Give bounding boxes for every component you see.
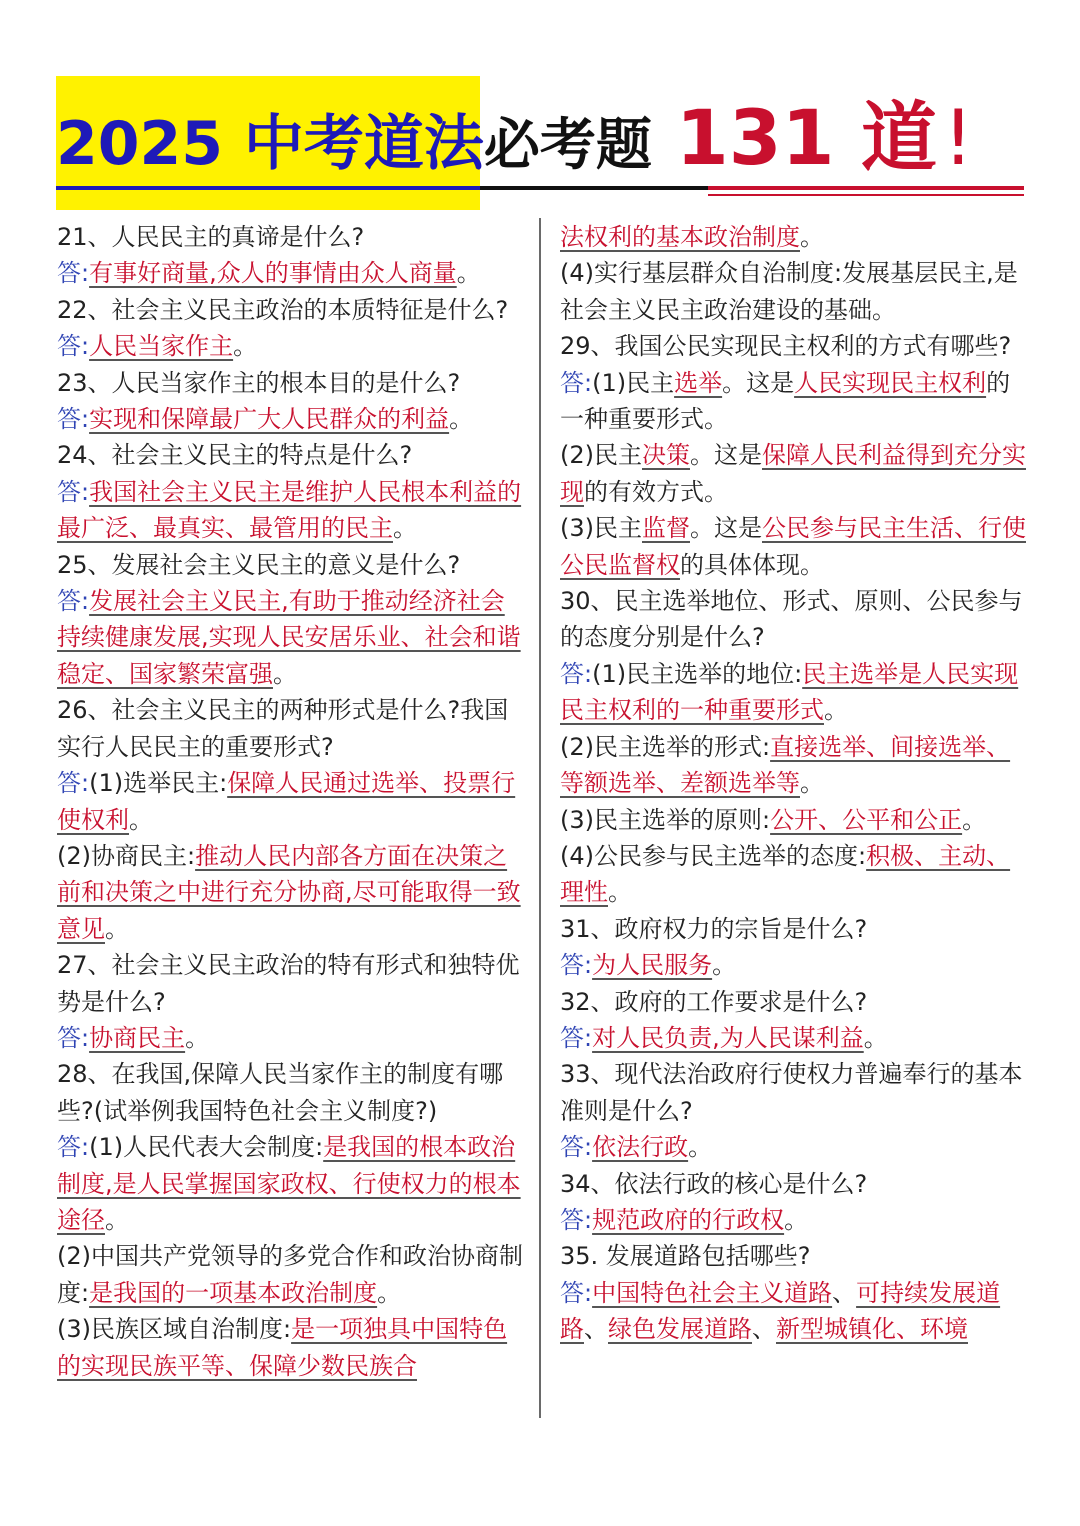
body-text: (3)民族区域自治制度: [57, 1315, 292, 1344]
answer-label: 答: [560, 659, 593, 688]
qa-paragraph [57, 474, 527, 547]
body-text: 26、社会主义民主的两种形式是什么?我国实行人民民主的重要形式? [57, 696, 509, 761]
column-divider [539, 218, 541, 1418]
qa-paragraph [560, 328, 1030, 364]
left-column [57, 219, 527, 1384]
body-text: 。 [712, 951, 737, 980]
qa-paragraph [57, 365, 527, 401]
body-text: 。这是 [690, 514, 762, 543]
title-must-test: 必考题 [483, 113, 652, 178]
body-text: 。 [456, 259, 481, 288]
body-text: 。 [273, 659, 297, 688]
qa-paragraph [57, 255, 527, 291]
body-text: 。这是 [722, 368, 795, 397]
body-text: 25、发展社会主义民主的意义是什么? [57, 550, 461, 579]
body-text: 35. 发展道路包括哪些? [560, 1242, 811, 1271]
answer-key-text: 监督 [642, 514, 690, 543]
qa-paragraph [560, 583, 1030, 656]
qa-paragraph [560, 802, 1030, 838]
answer-key-text: 规范政府的行政权 [592, 1205, 785, 1234]
answer-key-text: 发展社会主义民主,有助于推动经济社会持续健康发展,实现人民安居乐业、社会和谐稳定、国家繁荣富强 [57, 587, 521, 688]
answer-key-text: 新型城镇化、环境 [776, 1315, 968, 1344]
qa-paragraph [57, 401, 527, 437]
answer-key-text: 对人民负责,为人民谋利益 [592, 1023, 864, 1052]
body-text: 。这是 [690, 441, 762, 470]
answer-key-text: 推动人民内部各方面在决策之前和决策之中进行充分协商,尽可能取得一致意见 [57, 841, 521, 943]
body-text: (3)民主选举的原则: [560, 805, 771, 834]
answer-key-text: 实现和保障最广大人民群众的利益 [89, 405, 450, 434]
body-text: 。 [233, 332, 258, 361]
body-text: 30、民主选举地位、形式、原则、公民参与的态度分别是什么? [560, 587, 1023, 652]
answer-label: 答: [560, 951, 593, 980]
body-text: (2)中国共产党领导的多党合作和政治协商制度: [57, 1242, 523, 1307]
body-text: 22、社会主义民主政治的本质特征是什么? [57, 295, 509, 324]
answer-key-text: 是一项独具中国特色的实现民族平等、保障少数民族合 [57, 1315, 508, 1380]
qa-paragraph [57, 765, 527, 838]
answer-key-text: 中国特色社会主义道路 [592, 1278, 833, 1307]
qa-paragraph [57, 1129, 527, 1238]
body-text: 的具体体现。 [680, 550, 824, 579]
body-text: 。 [688, 1133, 713, 1162]
qa-paragraph [560, 1238, 1030, 1274]
qa-paragraph [560, 656, 1030, 729]
body-text: 24、社会主义民主的特点是什么? [57, 441, 413, 470]
body-text: 。 [800, 223, 824, 251]
body-text: 、 [752, 1315, 776, 1344]
qa-paragraph [57, 1056, 527, 1129]
body-text: 34、依法行政的核心是什么? [560, 1169, 868, 1198]
body-text: 。 [129, 805, 153, 834]
body-text: 。 [377, 1278, 402, 1307]
title-exclaim: ! [943, 93, 974, 182]
title-count: 131 道 [675, 93, 937, 182]
qa-paragraph [57, 692, 527, 765]
qa-paragraph [560, 510, 1030, 583]
body-text: 。 [449, 405, 474, 434]
body-text: 。 [863, 1023, 888, 1052]
answer-key-text: 决策 [642, 441, 690, 470]
qa-paragraph [57, 947, 527, 1020]
answer-key-text: 选举 [674, 368, 723, 397]
page-title [56, 93, 974, 182]
answer-key-text: 绿色发展道路 [608, 1315, 752, 1344]
body-text: 。 [185, 1023, 210, 1052]
body-text: (1)民主选举的地位: [592, 659, 803, 688]
answer-label: 答: [57, 1023, 90, 1052]
answer-key-text: 是我国的根本政治制度,是人民掌握国家政权、行使权力的根本途径 [57, 1133, 521, 1234]
qa-paragraph [560, 1020, 1030, 1056]
qa-paragraph [560, 255, 1030, 328]
answer-key-text: 保障人民通过选举、投票行使权利 [57, 769, 516, 834]
qa-paragraph [560, 1129, 1030, 1165]
qa-paragraph [560, 219, 1030, 255]
body-text: (1)人民代表大会制度: [89, 1133, 324, 1162]
body-text: 。 [962, 805, 987, 834]
answer-label: 答: [57, 769, 90, 798]
title-underline-black [480, 186, 708, 190]
answer-key-text: 保障人民利益得到充分实现 [560, 441, 1026, 506]
body-text: 。 [824, 696, 848, 725]
body-text: (1)选举民主: [89, 769, 228, 798]
qa-paragraph [560, 1275, 1030, 1348]
answer-key-text: 民主选举是人民实现民主权利的一种重要形式 [560, 659, 1019, 725]
qa-paragraph [560, 911, 1030, 947]
qa-paragraph [560, 365, 1030, 438]
qa-paragraph [57, 583, 527, 692]
right-column [560, 219, 1030, 1348]
body-text: 、 [584, 1315, 608, 1344]
body-text: 的有效方式。 [584, 477, 728, 506]
answer-key-text: 为人民服务 [592, 951, 713, 980]
body-text: 33、现代法治政府行使权力普遍奉行的基本准则是什么? [560, 1060, 1023, 1125]
answer-key-text: 我国社会主义民主是维护人民根本利益的最广泛、最真实、最管用的民主 [57, 477, 522, 543]
answer-key-text: 是我国的一项基本政治制度 [89, 1278, 378, 1307]
title-underline-red-thin [708, 194, 1024, 196]
body-text: 的一种重要形式。 [560, 368, 1011, 434]
qa-paragraph [57, 1311, 527, 1384]
answer-label: 答: [57, 332, 90, 361]
answer-label: 答: [560, 368, 593, 397]
answer-label: 答: [57, 1133, 90, 1162]
answer-key-text: 公民参与民主生活、行使公民监督权 [560, 514, 1026, 579]
answer-key-text: 直接选举、间接选举、等额选举、差额选举等 [560, 732, 1011, 798]
body-text: 23、人民当家作主的根本目的是什么? [57, 368, 461, 397]
body-text: 。 [800, 769, 824, 798]
body-text: (3)民主 [560, 514, 642, 543]
title-year-subject: 2025 中考道法 [56, 109, 484, 179]
body-text: 。 [105, 914, 129, 943]
qa-paragraph [560, 729, 1030, 802]
answer-key-text: 协商民主 [89, 1023, 186, 1052]
body-text: 。 [105, 1205, 129, 1234]
answer-key-text: 公开、公平和公正 [770, 805, 963, 834]
qa-paragraph [57, 328, 527, 364]
body-text: 。 [608, 878, 632, 907]
qa-paragraph [57, 292, 527, 328]
qa-paragraph [560, 1056, 1030, 1129]
body-text: 27、社会主义民主政治的特有形式和独特优势是什么? [57, 951, 520, 1016]
answer-key-text: 人民当家作主 [89, 332, 234, 361]
body-text: (2)协商民主: [57, 841, 196, 870]
body-text: 。 [784, 1205, 809, 1234]
answer-label: 答: [560, 1133, 593, 1162]
qa-paragraph [57, 838, 527, 947]
qa-paragraph [560, 984, 1030, 1020]
body-text: (2)民主选举的形式: [560, 732, 771, 761]
body-text: 29、我国公民实现民主权利的方式有哪些? [560, 332, 1012, 361]
body-text: 21、人民民主的真谛是什么? [57, 223, 365, 251]
qa-paragraph [57, 547, 527, 583]
answer-key-text: 法权利的基本政治制度 [560, 223, 800, 251]
answer-label: 答: [560, 1278, 593, 1307]
answer-key-text: 可持续发展道路 [560, 1278, 1001, 1344]
qa-paragraph [57, 1020, 527, 1056]
body-text: (4)实行基层群众自治制度:发展基层民主,是社会主义民主政治建设的基础。 [560, 259, 1018, 324]
qa-paragraph [560, 947, 1030, 983]
answer-key-text: 有事好商量,众人的事情由众人商量 [89, 259, 457, 288]
qa-paragraph [57, 219, 527, 255]
body-text: 、 [832, 1278, 857, 1307]
title-underline-red [708, 186, 1024, 190]
body-text: (1)民主 [592, 368, 675, 397]
qa-paragraph [57, 437, 527, 473]
answer-key-text: 积极、主动、理性 [560, 841, 1011, 907]
qa-paragraph [560, 1166, 1030, 1202]
body-text: 31、政府权力的宗旨是什么? [560, 914, 868, 943]
body-text: (2)民主 [560, 441, 642, 470]
answer-label: 答: [560, 1205, 593, 1234]
qa-paragraph [560, 838, 1030, 911]
answer-label: 答: [560, 1023, 593, 1052]
body-text: 32、政府的工作要求是什么? [560, 987, 868, 1016]
qa-paragraph [57, 1238, 527, 1311]
answer-label: 答: [57, 477, 90, 506]
body-text: 28、在我国,保障人民当家作主的制度有哪些?(试举例我国特色社会主义制度?) [57, 1060, 504, 1125]
qa-paragraph [560, 1202, 1030, 1238]
answer-label: 答: [57, 259, 90, 288]
answer-key-text: 依法行政 [592, 1133, 689, 1162]
answer-label: 答: [57, 587, 90, 616]
answer-label: 答: [57, 405, 90, 434]
body-text: 。 [393, 514, 417, 543]
qa-paragraph [560, 437, 1030, 510]
title-underline-blue [56, 186, 480, 190]
answer-key-text: 人民实现民主权利 [794, 368, 987, 397]
body-text: (4)公民参与民主选举的态度: [560, 841, 867, 870]
